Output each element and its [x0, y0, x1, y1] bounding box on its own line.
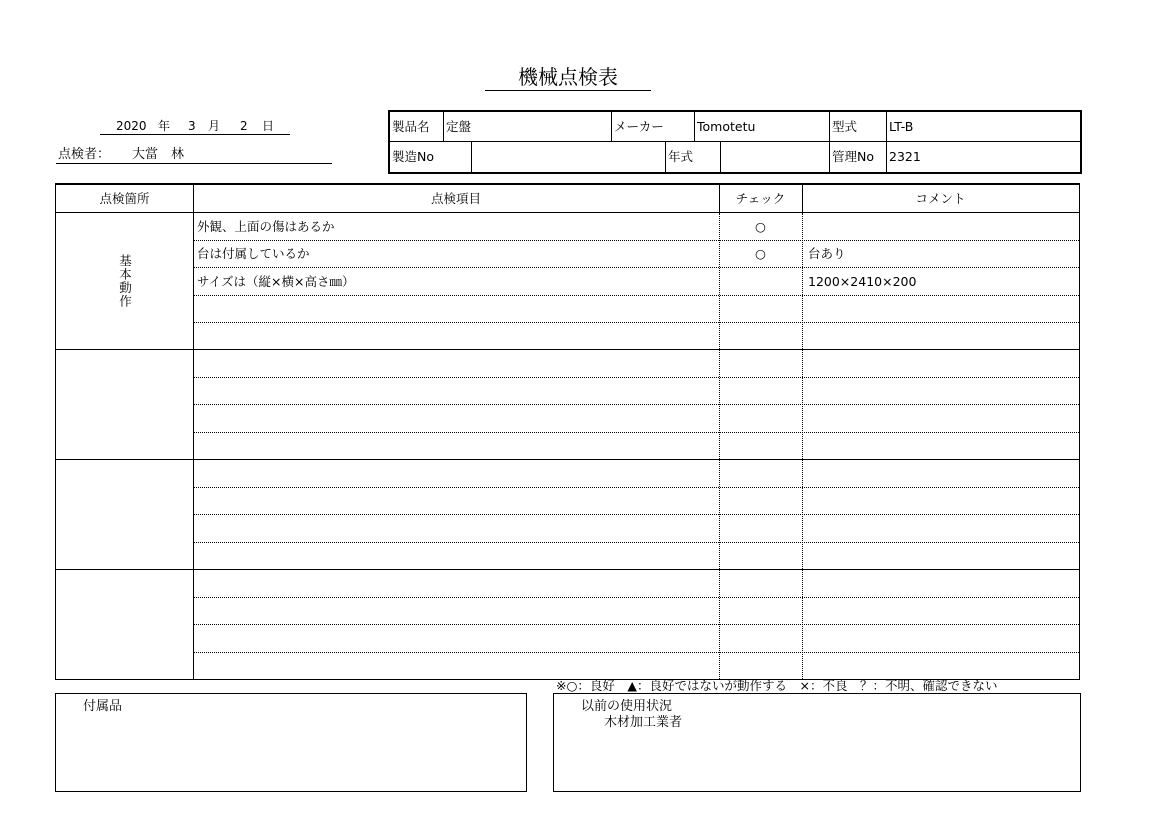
column-divider: [719, 213, 720, 679]
date-month: 3: [188, 119, 196, 133]
row-divider: [193, 487, 1079, 488]
row-2-comment: 台あり: [808, 246, 846, 261]
row-divider: [193, 597, 1079, 598]
accessory-box: [55, 693, 527, 792]
page-title: 機械点検表: [485, 64, 651, 91]
accessory-label: 付属品: [83, 699, 123, 714]
date-year-unit: 年: [158, 119, 171, 133]
row-3-comment: 1200×2410×200: [808, 274, 917, 289]
column-divider: [802, 185, 803, 213]
model-value: LT-B: [889, 119, 914, 134]
section-basic-operation: [56, 213, 193, 349]
row-1-check: ○: [755, 219, 766, 234]
row-3-item: サイズは（縦×横×高さ㎜）: [197, 274, 355, 289]
year-model-value: [721, 142, 830, 172]
product-info-row-1: [390, 112, 1080, 142]
row-divider: [193, 624, 1079, 625]
row-divider: [193, 377, 1079, 378]
previous-use-box: [553, 693, 1081, 792]
column-divider: [719, 185, 720, 213]
row-1-item: 外観、上面の傷はあるか: [197, 219, 335, 234]
date-year: 2020: [116, 119, 147, 133]
row-divider: [193, 652, 1079, 653]
inspection-date: [100, 118, 290, 135]
management-value: 2321: [889, 149, 921, 164]
row-divider: [193, 432, 1079, 433]
header-location: 点検箇所: [99, 191, 150, 206]
row-divider: [193, 322, 1079, 323]
serial-label: 製造No: [390, 142, 472, 172]
inspection-table: [55, 183, 1080, 680]
product-info-table: [388, 110, 1082, 174]
section-divider: [56, 349, 1079, 350]
inspector-field: [56, 147, 332, 164]
row-divider: [193, 514, 1079, 515]
previous-use-label: 以前の使用状況: [581, 699, 673, 714]
serial-value: [472, 142, 666, 172]
row-divider: [193, 404, 1079, 405]
product-name-label: 製品名: [390, 112, 444, 141]
column-divider: [802, 213, 803, 679]
product-info-row-2: [390, 142, 1080, 172]
date-month-unit: 月: [208, 119, 221, 133]
management-label: 管理No: [830, 142, 887, 172]
year-model-label: 年式: [666, 142, 721, 172]
legend-note: ※○：良好 ▲：良好ではないが動作する ×：不良 ？：不明、確認できない: [556, 678, 998, 693]
inspector-name: 大當 林: [132, 147, 185, 162]
section-divider: [56, 569, 1079, 570]
header-item: 点検項目: [430, 191, 481, 206]
previous-use-value: 木材加工業者: [604, 715, 683, 730]
row-2-item: 台は付属しているか: [197, 246, 310, 261]
row-divider: [193, 542, 1079, 543]
date-day-unit: 日: [262, 119, 275, 133]
section-label: 基本動作: [117, 254, 133, 308]
model-label: 型式: [830, 112, 887, 141]
date-day: 2: [240, 119, 248, 133]
row-2-check: ○: [755, 246, 766, 261]
maker-value: Tomotetu: [695, 112, 830, 141]
section-divider: [56, 459, 1079, 460]
header-comment: コメント: [915, 191, 966, 206]
inspector-label: 点検者：: [58, 147, 111, 162]
maker-label: メーカー: [612, 112, 695, 141]
header-check: チェック: [735, 191, 786, 206]
row-divider: [193, 240, 1079, 241]
product-name-value: 定盤: [444, 112, 612, 141]
row-divider: [193, 295, 1079, 296]
